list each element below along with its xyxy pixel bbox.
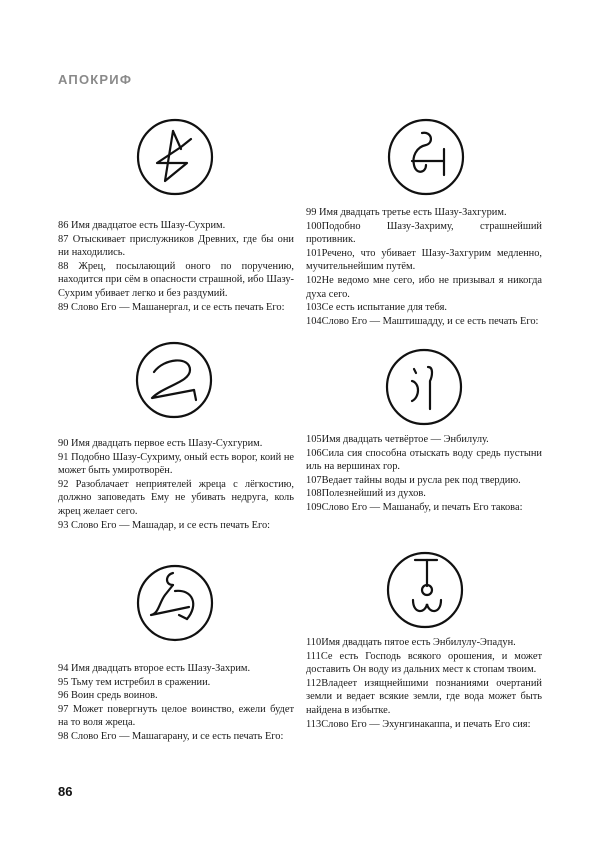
text-block-99-104: [306, 206, 542, 328]
verse: 111Се есть Господь всякого орошения, и может доставить Он воду из дальних мест к стопам твоим.: [306, 650, 542, 676]
text-block-86-89: [58, 219, 294, 314]
page-number: 86: [58, 784, 73, 799]
seal-sigil-shazu-suhgurim: [134, 340, 214, 420]
seal-sigil-shazu-zahrim: [135, 563, 215, 643]
verse: 110Имя двадцать пятое есть Энбилулу-Эпадун.: [306, 637, 516, 648]
text-block-110-113: [306, 636, 542, 731]
verse: 100Подобно Шазу-Захриму, страшнейший противник.: [306, 220, 542, 246]
seal-sigil-shazu-suhrim: [135, 117, 215, 197]
verse: 108Полезнейший из духов.: [306, 488, 426, 500]
text-block-90-93: [58, 437, 294, 532]
verse: 88 Жрец, посылающий оного по поручению, находится при сём в опасности страшной, ибо Шазу-Сухрим убивает легко и без раздумий.: [58, 260, 294, 299]
verse: 102Не ведомо мне сего, ибо не призывал я никогда духа сего.: [306, 274, 542, 300]
anchor-sigil-icon: [135, 563, 215, 643]
verse: 97 Может повергнуть целое воинство, ежели будет на то воля жреца.: [58, 703, 294, 729]
verse: 93 Слово Его — Машадар, и се есть печать Его:: [58, 519, 271, 531]
verse: 90 Имя двадцать первое есть Шазу-Сухгурим.: [58, 438, 263, 449]
pentagram-sigil-icon: [135, 117, 215, 197]
loop-sigil-icon: [134, 340, 214, 420]
verse: 98 Слово Его — Машагарану, и се есть печать Его:: [58, 730, 284, 742]
text-block-105-109: [306, 433, 542, 515]
section-title: АПОКРИФ: [58, 72, 133, 87]
text-block-94-98: [58, 662, 294, 744]
verse: 96 Воин средь воинов.: [58, 690, 158, 702]
verse: 86 Имя двадцатое есть Шазу-Сухрим.: [58, 220, 226, 231]
verse: 109Слово Его — Машанабу, и печать Его такова:: [306, 501, 523, 513]
seal-sigil-enbilulu-epadun: [385, 550, 465, 630]
verse: 106Сила сия способна отыскать воду средь пустыни иль на вершинах гор.: [306, 447, 542, 473]
verse: 89 Слово Его — Машанергал, и се есть печать Его:: [58, 301, 285, 313]
hook-sigil-icon: [386, 117, 466, 197]
verse: 104Слово Его — Маштишадду, и се есть печать Его:: [306, 315, 539, 327]
verse: 94 Имя двадцать второе есть Шазу-Захрим.: [58, 663, 251, 674]
verse: 107Ведает тайны воды и русла рек под твердию.: [306, 474, 521, 486]
seal-sigil-shazu-zahgurim: [386, 117, 466, 197]
verse: 87 Отыскивает прислужников Древних, где бы они ни находились.: [58, 233, 294, 259]
verse: 92 Разоблачает неприятелей жреца с лёгкостию, должно заповедать Ему не убивать недруга, коль жрец желает сего.: [58, 478, 294, 517]
verse: 112Владеет изящнейшими познаниями очертаний земли и ведает всякие земли, где вода может быть найдена в избытке.: [306, 677, 542, 716]
wave-sigil-icon: [384, 347, 464, 427]
verse: 103Се есть испытание для тебя.: [306, 302, 447, 314]
verse: 95 Тьму тем истребил в сражении.: [58, 676, 211, 688]
verse: 101Речено, что убивает Шазу-Захгурим медленно, мучительнейшим путём.: [306, 247, 542, 273]
verse: 105Имя двадцать четвёртое — Энбилулу.: [306, 434, 489, 445]
coil-sigil-icon: [385, 550, 465, 630]
seal-sigil-enbilulu: [384, 347, 464, 427]
verse: 91 Подобно Шазу-Сухриму, оный есть ворог, коий не может быть умиротворён.: [58, 451, 294, 477]
verse: 99 Имя двадцать третье есть Шазу-Захгурим.: [306, 207, 507, 218]
verse: 113Слово Его — Эхунгинакаппа, и печать Его сия:: [306, 718, 531, 730]
